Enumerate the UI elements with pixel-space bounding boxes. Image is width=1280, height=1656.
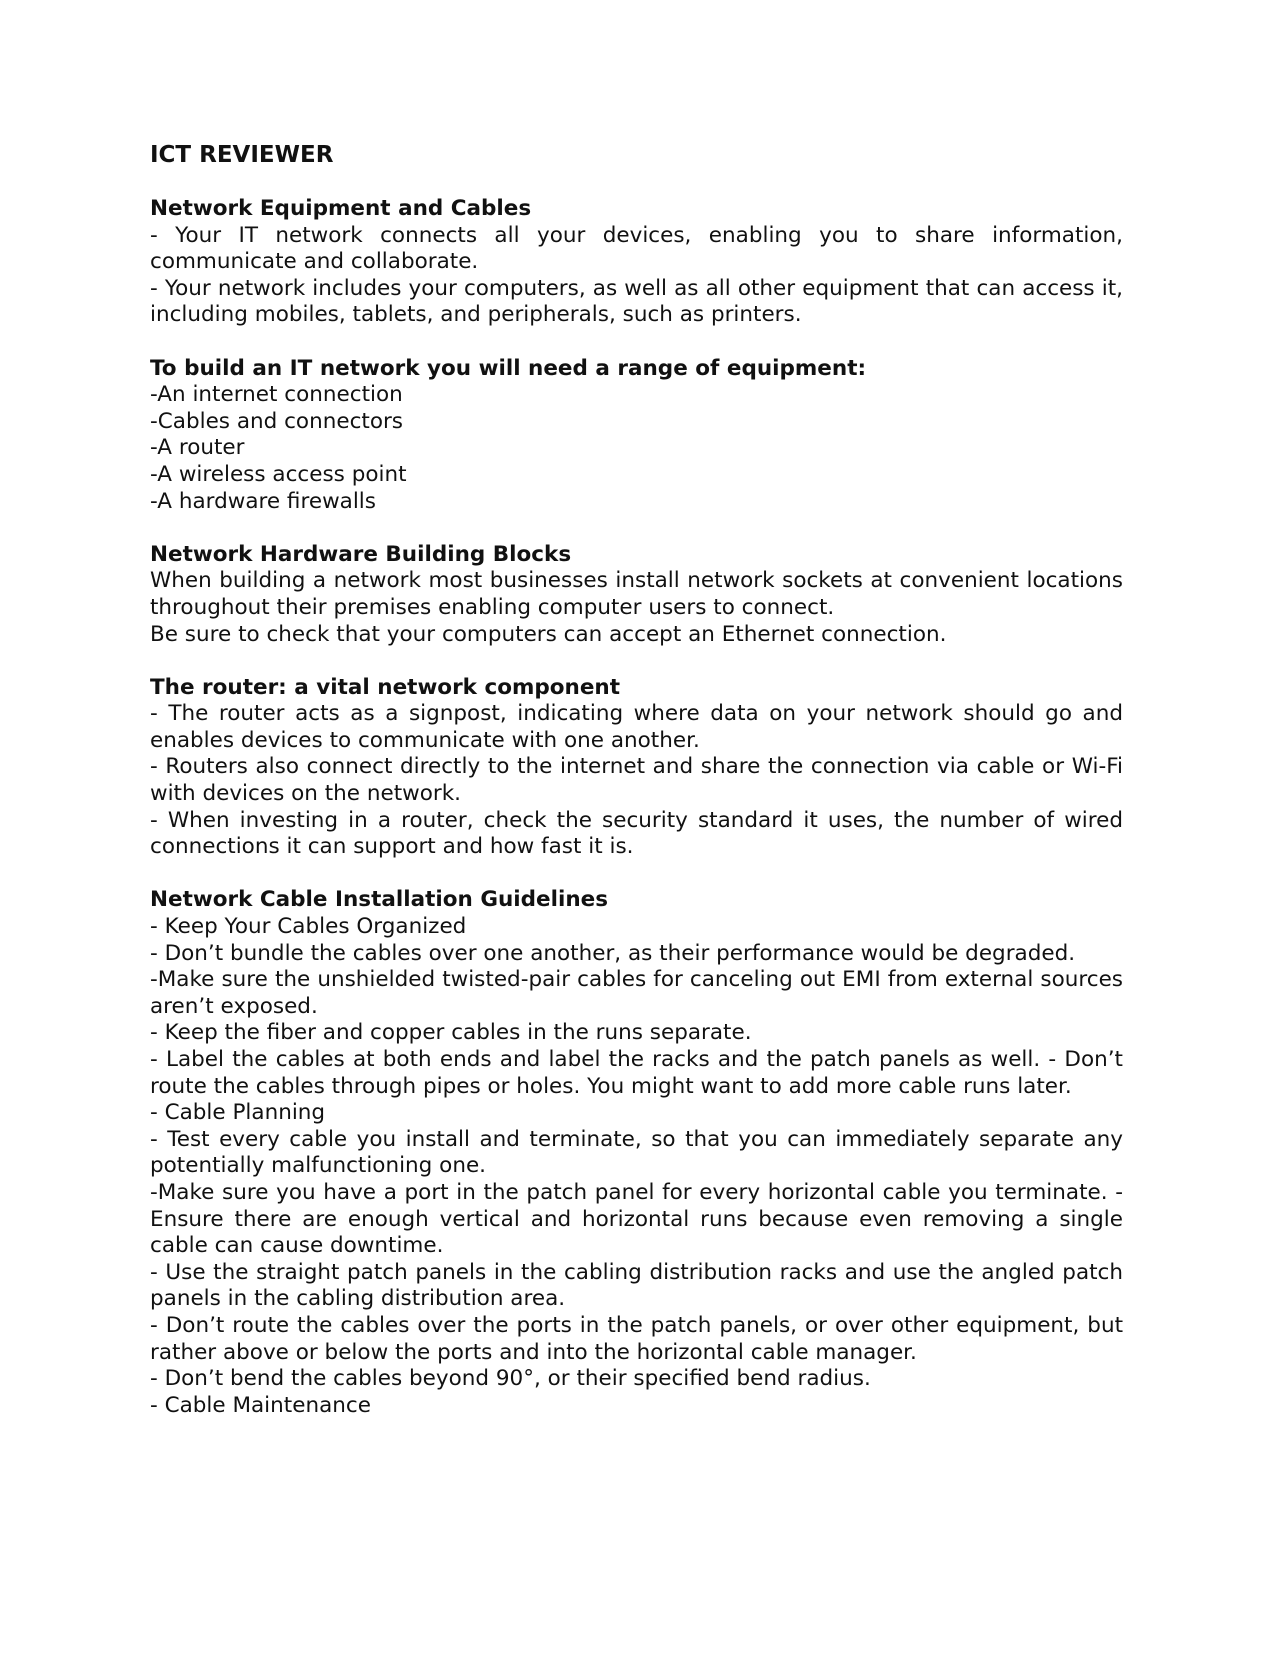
- section-heading: Network Hardware Building Blocks: [150, 541, 572, 567]
- section-heading: To build an IT network you will need a range of equipment:: [150, 355, 867, 381]
- paragraph: - Your network includes your computers, as well as all other equipment that can access it, including mobiles, tablets, and peripherals, such as printers.: [150, 275, 1123, 328]
- section-router: [150, 675, 1123, 861]
- list-item: -A hardware firewalls: [150, 488, 376, 514]
- list-item: - Don’t route the cables over the ports in the patch panels, or over other equipment, but rather above or below the ports and into the horizontal cable manager.: [150, 1312, 1123, 1365]
- list-item: -Make sure you have a port in the patch panel for every horizontal cable you terminate. - Ensure there are enough vertical and horizontal runs because even removing a single cable can cause downtime.: [150, 1179, 1123, 1259]
- list-item: - Keep Your Cables Organized: [150, 914, 467, 940]
- list-item: - Don’t bundle the cables over one another, as their performance would be degraded.: [150, 940, 1076, 966]
- list-item: - Cable Maintenance: [150, 1392, 371, 1418]
- paragraph: When building a network most businesses install network sockets at convenient locations throughout their premises enabling computer users to connect.: [150, 568, 1123, 620]
- document-page: [150, 140, 1123, 1446]
- paragraph: - When investing in a router, check the security standard it uses, the number of wired connections it can support and how fast it is.: [150, 807, 1123, 860]
- paragraph: - Your IT network connects all your devices, enabling you to share information, communicate and collaborate.: [150, 222, 1123, 275]
- section-heading: Network Equipment and Cables: [150, 196, 532, 221]
- list-item: - Test every cable you install and terminate, so that you can immediately separate any potentially malfunctioning one.: [150, 1126, 1123, 1179]
- document-title: ICT REVIEWER: [150, 142, 334, 168]
- list-item: - Cable Planning: [150, 1100, 326, 1126]
- section-cable-guidelines: [150, 887, 1123, 1419]
- list-item: - Don’t bend the cables beyond 90°, or their specified bend radius.: [150, 1366, 871, 1392]
- paragraph: - Routers also connect directly to the internet and share the connection via cable or Wi-Fi with devices on the network.: [150, 754, 1123, 807]
- list-item: - Keep the fiber and copper cables in the runs separate.: [150, 1020, 752, 1046]
- section-equipment-list: [150, 356, 1123, 516]
- section-network-equipment: [150, 196, 1123, 329]
- section-heading: Network Cable Installation Guidelines: [150, 887, 609, 913]
- list-item: -A wireless access point: [150, 461, 407, 487]
- list-item: -Make sure the unshielded twisted-pair cables for canceling out EMI from external sources aren’t exposed.: [150, 967, 1123, 1019]
- section-hardware-building-blocks: [150, 542, 1123, 648]
- list-item: -A router: [150, 435, 245, 461]
- list-item: -Cables and connectors: [150, 408, 404, 434]
- list-item: - Label the cables at both ends and label the racks and the patch panels as well. - Don’t route the cables through pipes or holes. You might want to add more cable runs later.: [150, 1047, 1123, 1099]
- paragraph: Be sure to check that your computers can accept an Ethernet connection.: [150, 621, 947, 647]
- paragraph: - The router acts as a signpost, indicating where data on your network should go and enables devices to communicate with one another.: [150, 701, 1123, 753]
- section-heading: The router: a vital network component: [150, 674, 621, 700]
- list-item: -An internet connection: [150, 382, 403, 408]
- list-item: - Use the straight patch panels in the cabling distribution racks and use the angled patch panels in the cabling distribution area.: [150, 1259, 1123, 1312]
